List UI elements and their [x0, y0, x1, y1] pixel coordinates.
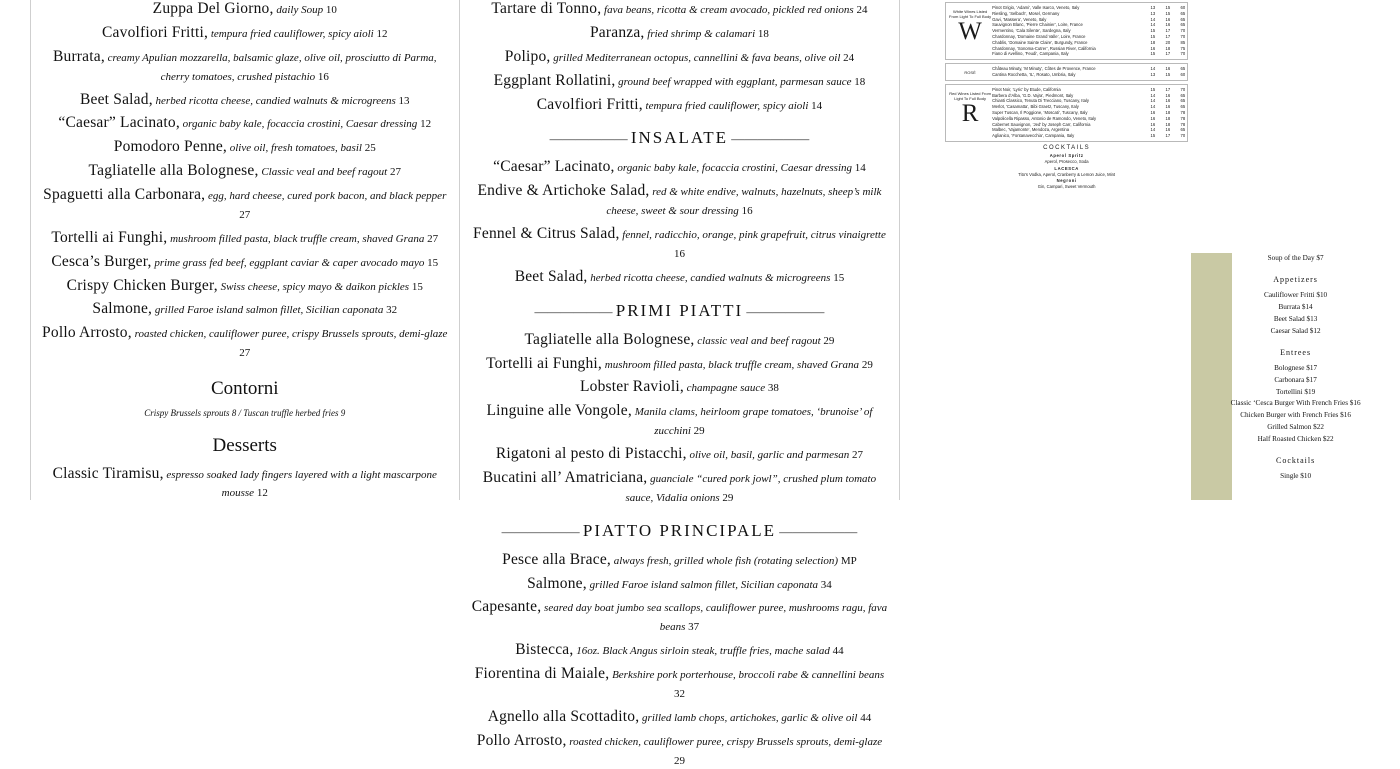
menu-item-description: olive oil, fresh tomatoes, basil: [227, 142, 362, 155]
wine-price: 16: [1165, 92, 1171, 98]
wine-section: [945, 2, 1188, 60]
menu-item-description: Classic veal and beef ragout: [258, 166, 388, 179]
menu-item-name: Salmone,: [92, 300, 153, 318]
menu-item-name: Tagliatelle alla Bolognese,: [88, 162, 259, 180]
wine-name: Sauvignon Blanc, ‘Pierre Chainier’, Loire, France: [992, 22, 1083, 28]
menu-item: [470, 665, 889, 703]
menu-item: [41, 138, 449, 157]
wine-name: Barbera d’Alba, ‘G.D. Vajra’, Piedmont, Italy: [992, 92, 1074, 98]
menu-item-name: Linguine alle Vongole,: [486, 402, 632, 420]
menu-item-name: Rigatoni al pesto di Pistacchi,: [495, 445, 687, 462]
menu-item-description: mushroom filled pasta, black truffle cream, shaved Grana: [602, 358, 860, 371]
cocktail-description: Gin, Campari, Sweet Vermouth: [1037, 184, 1096, 190]
wine-price: 16: [1165, 127, 1171, 133]
wine-price: 13: [1150, 71, 1156, 77]
wine-price: 70: [1180, 86, 1186, 92]
menu-item-description: red & white endive, walnuts, hazelnuts, sheep’s milk cheese, sweet & sour dressing: [606, 186, 882, 218]
menu-item: [470, 158, 889, 177]
wine-price: 14: [1150, 66, 1156, 72]
menu-item-description: fava beans, ricotta & cream avocado, pickled red onions: [601, 4, 854, 16]
primi-piatti-heading: —————— PRIMI PIATTI ——————: [534, 300, 825, 320]
cocktail-name: Aperol Spritz: [1049, 152, 1084, 158]
wine-price: 18: [1165, 115, 1171, 121]
appetizers-heading: Appetizers: [1273, 274, 1318, 284]
menu-item-price: 12: [373, 27, 388, 40]
menu-item-price: 15: [424, 256, 439, 269]
soup-of-the-day: Soup of the Day $7: [1267, 254, 1324, 262]
menu-item-description: organic baby kale, focaccia crostini, Caesar dressing: [179, 118, 418, 131]
wine-price: 70: [1180, 51, 1186, 57]
wine-price: 15: [1150, 33, 1156, 39]
wine-price: 16: [1165, 16, 1171, 22]
menu-item: [41, 300, 449, 319]
wine-prices: [1143, 72, 1185, 78]
menu-item-description: always fresh, grilled whole fish (rotating selection): [610, 554, 839, 567]
menu-item: [470, 378, 889, 397]
menu-item-name: Cavolfiori Fritti,: [102, 23, 209, 41]
wine-price: 14: [1150, 16, 1156, 22]
wine-row: [992, 51, 1185, 57]
wine-section-label: [948, 5, 992, 57]
menu-item: [470, 0, 889, 19]
wine-price: 16: [1150, 121, 1156, 127]
menu-item-name: Bistecca,: [515, 641, 574, 659]
wine-name: Chablis, ‘Domaine Sainte Claire’, Burgundy, France: [992, 39, 1088, 45]
takeout-line: Half Roasted Chicken $22: [1257, 435, 1334, 443]
menu-item-price: 13: [395, 94, 410, 107]
wine-prices: [1143, 133, 1185, 139]
menu-item-description: ground beef wrapped with eggplant, parmesan sauce: [615, 75, 852, 88]
menu-item-name: Eggplant Rollatini,: [493, 71, 616, 89]
wine-price: 15: [1150, 51, 1156, 57]
wine-name: Chardonnay, ‘Domaine Grand Valle’, Loire, France: [992, 33, 1086, 39]
wine-price: 18: [1165, 109, 1171, 115]
menu-item: [41, 24, 449, 43]
wine-section-initial: R: [961, 99, 979, 127]
takeout-line: Single $10: [1280, 472, 1312, 481]
wine-price: 78: [1180, 115, 1186, 121]
left-margin: [0, 0, 30, 500]
menu-item-price: 24: [840, 51, 855, 64]
cocktail-description: Tito’s Vodka, Aperol, Cranberry & Lemon Juice, Mint: [1018, 171, 1116, 177]
takeout-line: Chicken Burger with French Fries $16: [1240, 411, 1351, 420]
menu-item-price: 27: [239, 347, 251, 360]
cocktails-list: [942, 153, 1191, 191]
takeout-line: Cauliflower Fritti $10: [1264, 291, 1328, 300]
wine-price: 65: [1180, 104, 1186, 110]
menu-item: [470, 598, 889, 636]
menu-item-description: fried shrimp & calamari: [644, 27, 756, 40]
wine-section-caption: ROSÉ: [964, 70, 976, 76]
wine-section-label: [948, 66, 992, 78]
menu-item: [41, 253, 449, 272]
wine-price: 14: [1150, 22, 1156, 28]
wine-name: Cabernet Sauvignon, ‘Jed’ by Joseph Carr, California: [992, 121, 1091, 127]
menu-item-description: roasted chicken, cauliflower puree, crispy Brussels sprouts, demi-glaze: [566, 735, 883, 748]
menu-item-description: classic veal and beef ragout: [694, 334, 821, 347]
menu-item: [470, 24, 889, 43]
menu-item-description: grilled Faroe island salmon fillet, Sicilian caponata: [152, 304, 384, 317]
menu-item: [470, 551, 889, 570]
wine-rows: [992, 66, 1185, 78]
wine-price: 18: [1165, 121, 1171, 127]
wine-price: 14: [1150, 104, 1156, 110]
menu-item-price: 32: [383, 304, 398, 317]
menu-item-description: tempura fried cauliflower, spicy aioli: [642, 99, 809, 112]
menu-item-price: 34: [818, 578, 832, 591]
menu-item-price: 16: [738, 205, 753, 218]
menu-center-panel: [460, 0, 899, 767]
menu-item: [470, 575, 889, 594]
menu-item-name: Cesca’s Burger,: [51, 252, 152, 270]
menu-item-name: Beet Salad,: [514, 267, 588, 285]
wine-section: [945, 84, 1188, 142]
menu-item-description: grilled Faroe island salmon fillet, Sicilian caponata: [586, 578, 819, 591]
menu-item-name: Capesante,: [471, 598, 542, 616]
menu-item-price: 27: [424, 232, 439, 245]
menu-item: [41, 465, 449, 503]
wine-price: 18: [1165, 45, 1171, 51]
menu-item-price: 29: [690, 425, 705, 438]
wine-name: Pinot Grigio, ‘Adami’, Valle Isarco, Veneto, Italy: [992, 5, 1080, 10]
menu-item-price: 24: [853, 4, 868, 16]
menu-item-description: mushroom filled pasta, black truffle cream, shaved Grana: [167, 232, 425, 245]
wine-price: 13: [1150, 5, 1156, 10]
wine-price: 14: [1150, 98, 1156, 104]
menu-item-name: Paranza,: [589, 23, 645, 41]
menu-item-price: 29: [673, 754, 685, 767]
menu-item-price: 44: [857, 711, 872, 724]
menu-item-price: 37: [685, 621, 700, 634]
menu-item-price: 29: [859, 358, 873, 371]
menu-item-name: Tortelli ai Funghi,: [51, 228, 168, 246]
menu-item-name: Polipo,: [504, 47, 551, 65]
contorni-line: Crispy Brussels sprouts 8 / Tuscan truffle herbed fries 9: [144, 408, 346, 418]
menu-item-description: herbed ricotta cheese, candied walnuts & microgreens: [152, 94, 396, 107]
appetizers-list: [1191, 290, 1400, 338]
wine-name: Gavi, ‘Massera’, Veneto, Italy: [992, 16, 1047, 22]
menu-item-description: Swiss cheese, spicy mayo & daikon pickles: [217, 280, 410, 293]
menu-item: [470, 268, 889, 287]
wine-price: 16: [1165, 66, 1171, 72]
menu-item-name: Tartare di Tonno,: [491, 0, 602, 17]
wine-price: 18: [1150, 39, 1156, 45]
contorni-heading: Contorni: [210, 378, 279, 399]
menu-item-description: organic baby kale, focaccia crostini, Caesar dressing: [614, 162, 853, 175]
wine-rows: [992, 87, 1185, 139]
wine-name: Fiano di Avellino, ‘Feudi’, Campania, Italy: [992, 51, 1069, 57]
menu-item-description: Berkshire pork porterhouse, broccoli rabe & cannellini beans: [609, 669, 885, 681]
wine-boxes: [942, 2, 1191, 142]
takeout-cocktails-list: [1191, 471, 1400, 483]
menu-item-name: Pollo Arrosto,: [476, 731, 567, 749]
wine-price: 17: [1165, 51, 1171, 57]
wine-name: Chianti Classico, Tenuta Di Trecciano, Tuscany, Italy: [992, 98, 1089, 104]
takeout-panel: [1191, 0, 1400, 500]
takeout-cocktails-heading: Cocktails: [1275, 455, 1316, 465]
wine-list-panel: [942, 0, 1191, 500]
wine-price: 70: [1180, 28, 1186, 34]
menu-item-description: egg, hard cheese, cured pork bacon, and black pepper: [205, 190, 447, 202]
menu-item-name: Pesce alla Brace,: [502, 550, 611, 568]
menu-item-price: 38: [765, 382, 779, 395]
menu-item-name: Classic Tiramisu,: [52, 464, 164, 482]
menu-item: [470, 732, 889, 769]
wine-price: 16: [1165, 98, 1171, 104]
menu-item: [470, 72, 889, 91]
menu-item: [41, 48, 449, 86]
wine-price: 15: [1165, 5, 1171, 10]
wine-price: 15: [1165, 10, 1171, 16]
wine-price: 17: [1165, 33, 1171, 39]
wine-price: 15: [1150, 133, 1156, 139]
menu-item-price: 32: [673, 687, 685, 700]
menu-item-name: Fiorentina di Maiale,: [474, 665, 610, 682]
takeout-line: Tortellini $19: [1275, 387, 1316, 396]
menu-item-description: guanciale “cured pork jowl”, crushed plum tomato sauce, Vidalia onions: [625, 472, 877, 504]
menu-item-name: Burrata,: [52, 47, 105, 65]
menu-item-price: 16: [673, 247, 685, 260]
wine-row: [992, 72, 1185, 78]
menu-item-price: 18: [851, 75, 866, 88]
menu-item-description: fennel, radicchio, orange, pink grapefruit, citrus vinaigrette: [619, 229, 886, 241]
menu-item: [41, 162, 449, 181]
wine-section-caption: White Wines Listed From Light To Full Body: [949, 9, 992, 19]
wine-prices: [1143, 51, 1185, 57]
menu-item-name: “Caesar” Lacinato,: [493, 158, 615, 176]
cocktail-description: Aperol, Prosecco, Soda: [1044, 159, 1089, 165]
menu-item-name: Agnello alla Scottadito,: [487, 707, 640, 725]
wine-price: 16: [1150, 115, 1156, 121]
wine-price: 17: [1165, 133, 1171, 139]
menu-item-description: champagne sauce: [683, 382, 766, 395]
menu-item-name: Lobster Ravioli,: [579, 378, 684, 396]
wine-price: 14: [1150, 127, 1156, 133]
menu-item: [470, 355, 889, 374]
entrees-list: [1191, 363, 1400, 446]
wine-price: 65: [1180, 127, 1186, 133]
menu-item-description: Manila clams, heirloom grape tomatoes, ‘brunoise’ of zucchini: [631, 406, 873, 438]
menu-item-price: 18: [755, 27, 769, 40]
wine-section-label: [948, 87, 992, 139]
menu-item-description: tempura fried cauliflower, spicy aioli: [208, 27, 374, 40]
menu-item-description: herbed ricotta cheese, candied walnuts & microgreens: [587, 271, 831, 284]
wine-name: Pinot Noir, ‘Lyric’ by Etude, California: [992, 86, 1061, 92]
menu-item-name: Beet Salad,: [79, 90, 153, 108]
wine-price: 14: [1150, 92, 1156, 98]
takeout-line: Caesar Salad $12: [1270, 326, 1321, 335]
wine-section: [945, 63, 1188, 81]
entrees-heading: Entrees: [1280, 347, 1312, 357]
wine-price: 13: [1150, 10, 1156, 16]
menu-item-price: 12: [254, 487, 268, 500]
wine-price: 70: [1180, 33, 1186, 39]
menu-item-price: 29: [820, 334, 835, 347]
wine-name: Aglianico, ‘Fontanavecchia’, Campania, Italy: [992, 133, 1075, 139]
menu-item: [41, 229, 449, 248]
wine-price: 16: [1165, 22, 1171, 28]
menu-item-price: 16: [315, 70, 329, 83]
menu-item-price: 14: [808, 99, 823, 112]
menu-item-name: Bucatini all’ Amatriciana,: [482, 468, 648, 486]
wine-price: 65: [1180, 98, 1186, 104]
wine-price: 65: [1180, 16, 1186, 22]
menu-item-description: 16oz. Black Angus sirloin steak, truffle fries, mache salad: [573, 645, 830, 658]
wine-price: 85: [1180, 39, 1186, 45]
menu-item-price: 29: [719, 491, 734, 504]
wine-name: Riesling, ‘Selbach’, Mosel, Germany: [992, 10, 1060, 16]
wine-price: 65: [1180, 66, 1186, 72]
wine-name: Cantina Rocchetta, ‘IL’, Rosato, Umbria, Italy: [992, 71, 1076, 77]
menu-item: [470, 48, 889, 67]
menu-item-price: 44: [829, 645, 844, 658]
menu-item: [470, 182, 889, 220]
menu-item-price: 27: [849, 449, 864, 461]
menu-item-description: olive oil, basil, garlic and parmesan: [686, 449, 850, 461]
menu-item-name: Tagliatelle alla Bolognese,: [524, 330, 695, 348]
menu-item: [470, 331, 889, 350]
wine-price: 17: [1165, 28, 1171, 34]
wine-section-initial: W: [958, 18, 982, 45]
takeout-line: Carbonara $17: [1274, 375, 1317, 384]
menu-item: [41, 114, 449, 133]
wine-price: 17: [1165, 86, 1171, 92]
takeout-line: Bolognese $17: [1274, 363, 1318, 372]
menu-item-name: Pollo Arrosto,: [42, 324, 132, 342]
cocktails-heading: COCKTAILS: [1043, 144, 1091, 151]
wine-section-caption: Red Wines Listed From Light To Full Body: [949, 90, 991, 101]
wine-price: 65: [1180, 92, 1186, 98]
cocktail-name: LACESCA: [1054, 165, 1079, 171]
menu-item: [41, 324, 449, 362]
menu-item-name: Pomodoro Penne,: [113, 138, 227, 156]
menu-item-name: “Caesar” Lacinato,: [58, 114, 180, 132]
wine-price: 65: [1180, 22, 1186, 28]
menu-item-price: 15: [830, 271, 845, 284]
menu-item-description: grilled lamb chops, artichokes, garlic & olive oil: [639, 711, 858, 724]
menu-item-name: Crispy Chicken Burger,: [66, 276, 218, 294]
menu-item-name: Spaguetti alla Carbonara,: [43, 186, 206, 203]
wine-price: 15: [1150, 28, 1156, 34]
menu-item-price: MP: [838, 554, 857, 567]
menu-item-description: grilled Mediterranean octopus, cannellini & fava beans, olive oil: [550, 51, 841, 64]
menu-item-price: 25: [361, 142, 376, 155]
menu-item-name: Zuppa Del Giorno,: [152, 0, 274, 17]
wine-name: Château Minuty, ‘M Minuty’, Côtes de Provence, France: [992, 66, 1096, 72]
wine-price: 60: [1180, 5, 1186, 10]
desserts-heading: Desserts: [212, 434, 277, 456]
menu-item-price: 14: [852, 162, 866, 175]
menu-item-price: 27: [387, 166, 401, 179]
wine-price: 20: [1165, 39, 1171, 45]
menu-item: [470, 469, 889, 507]
wine-name: Chardonnay, ‘Sonoma-Cutrer’, Russian River, California: [992, 45, 1096, 51]
menu-center-items: [460, 0, 899, 769]
menu-item-price: 27: [239, 208, 251, 221]
menu-item-name: Fennel & Citrus Salad,: [473, 225, 620, 242]
menu-item-price: 15: [409, 280, 423, 293]
menu-item: [470, 708, 889, 727]
menu-item-name: Endive & Artichoke Salad,: [477, 182, 650, 200]
piatto-principale-heading: —————— PIATTO PRINCIPALE ——————: [501, 520, 858, 540]
menu-item-name: Salmone,: [527, 574, 587, 592]
menu-item-description: seared day boat jumbo sea scallops, cauliflower puree, mushrooms ragu, fava beans: [541, 602, 888, 634]
gap-column: [900, 0, 942, 500]
wine-name: Merlot, ‘Casamatta’, Bibi Graetz, Tuscany, Italy: [992, 104, 1079, 110]
menu-item-name: Cavolfiori Fritti,: [536, 95, 643, 113]
menu-item-description: daily Soup: [273, 4, 324, 16]
wine-price: 16: [1150, 45, 1156, 51]
menu-left-panel: [31, 0, 459, 500]
menu-item: [470, 225, 889, 263]
menu-item-price: 12: [417, 118, 432, 131]
wine-price: 60: [1180, 71, 1186, 77]
takeout-line: Beet Salad $13: [1273, 314, 1318, 323]
wine-name: Super Tuscan, Il Poggione, ‘Moscati’, Tuscany, Italy: [992, 109, 1088, 115]
menu-item: [41, 186, 449, 224]
takeout-line: Grilled Salmon $22: [1267, 423, 1324, 432]
wine-price: 16: [1150, 109, 1156, 115]
takeout-line: Burrata $14: [1278, 302, 1313, 311]
menu-item-price: 10: [323, 4, 337, 16]
menu-item-name: Tortelli ai Funghi,: [486, 354, 603, 372]
menu-left-items: [31, 0, 459, 502]
menu-item-description: creamy Apulian mozzarella, balsamic glaze, olive oil, prosciutto di Parma, cherry tomatoes, crushed pistachio: [104, 51, 437, 83]
wine-price: 78: [1180, 121, 1186, 127]
wine-price: 65: [1180, 10, 1186, 16]
menu-item: [41, 0, 449, 19]
menu-item-description: roasted chicken, cauliflower puree, crispy Brussels sprouts, demi-glaze: [131, 328, 448, 341]
menu-item: [470, 96, 889, 115]
wine-price: 15: [1165, 71, 1171, 77]
wine-name: Vermentino, ‘Cala Silente’, Sardegna, Italy: [992, 28, 1071, 34]
menu-item: [470, 402, 889, 440]
wine-price: 15: [1150, 86, 1156, 92]
menu-item: [41, 91, 449, 110]
wine-rows: [992, 5, 1185, 57]
menu-item-description: espresso soaked lady fingers layered with a light mascarpone mousse: [163, 468, 437, 500]
cocktail-name: Negroni: [1056, 178, 1077, 184]
wine-row: [992, 133, 1185, 139]
menu-item: [470, 641, 889, 660]
menu-item: [470, 445, 889, 464]
insalate-heading: —————— INSALATE ——————: [549, 128, 810, 148]
takeout-line: Classic ‘Cesca Burger With French Fries $16: [1230, 399, 1361, 408]
menu-item-description: prime grass fed beef, eggplant caviar & caper avocado mayo: [151, 256, 425, 269]
wine-name: Valpolicella Ripasso, Antonio de Ramondo, Veneto, Italy: [992, 115, 1097, 121]
wine-price: 75: [1180, 45, 1186, 51]
wine-price: 70: [1180, 133, 1186, 139]
wine-name: Malbec, ‘Vajamonte’, Mendoza, Argentina: [992, 127, 1070, 133]
wine-price: 78: [1180, 109, 1186, 115]
menu-item: [41, 277, 449, 296]
wine-price: 16: [1165, 104, 1171, 110]
